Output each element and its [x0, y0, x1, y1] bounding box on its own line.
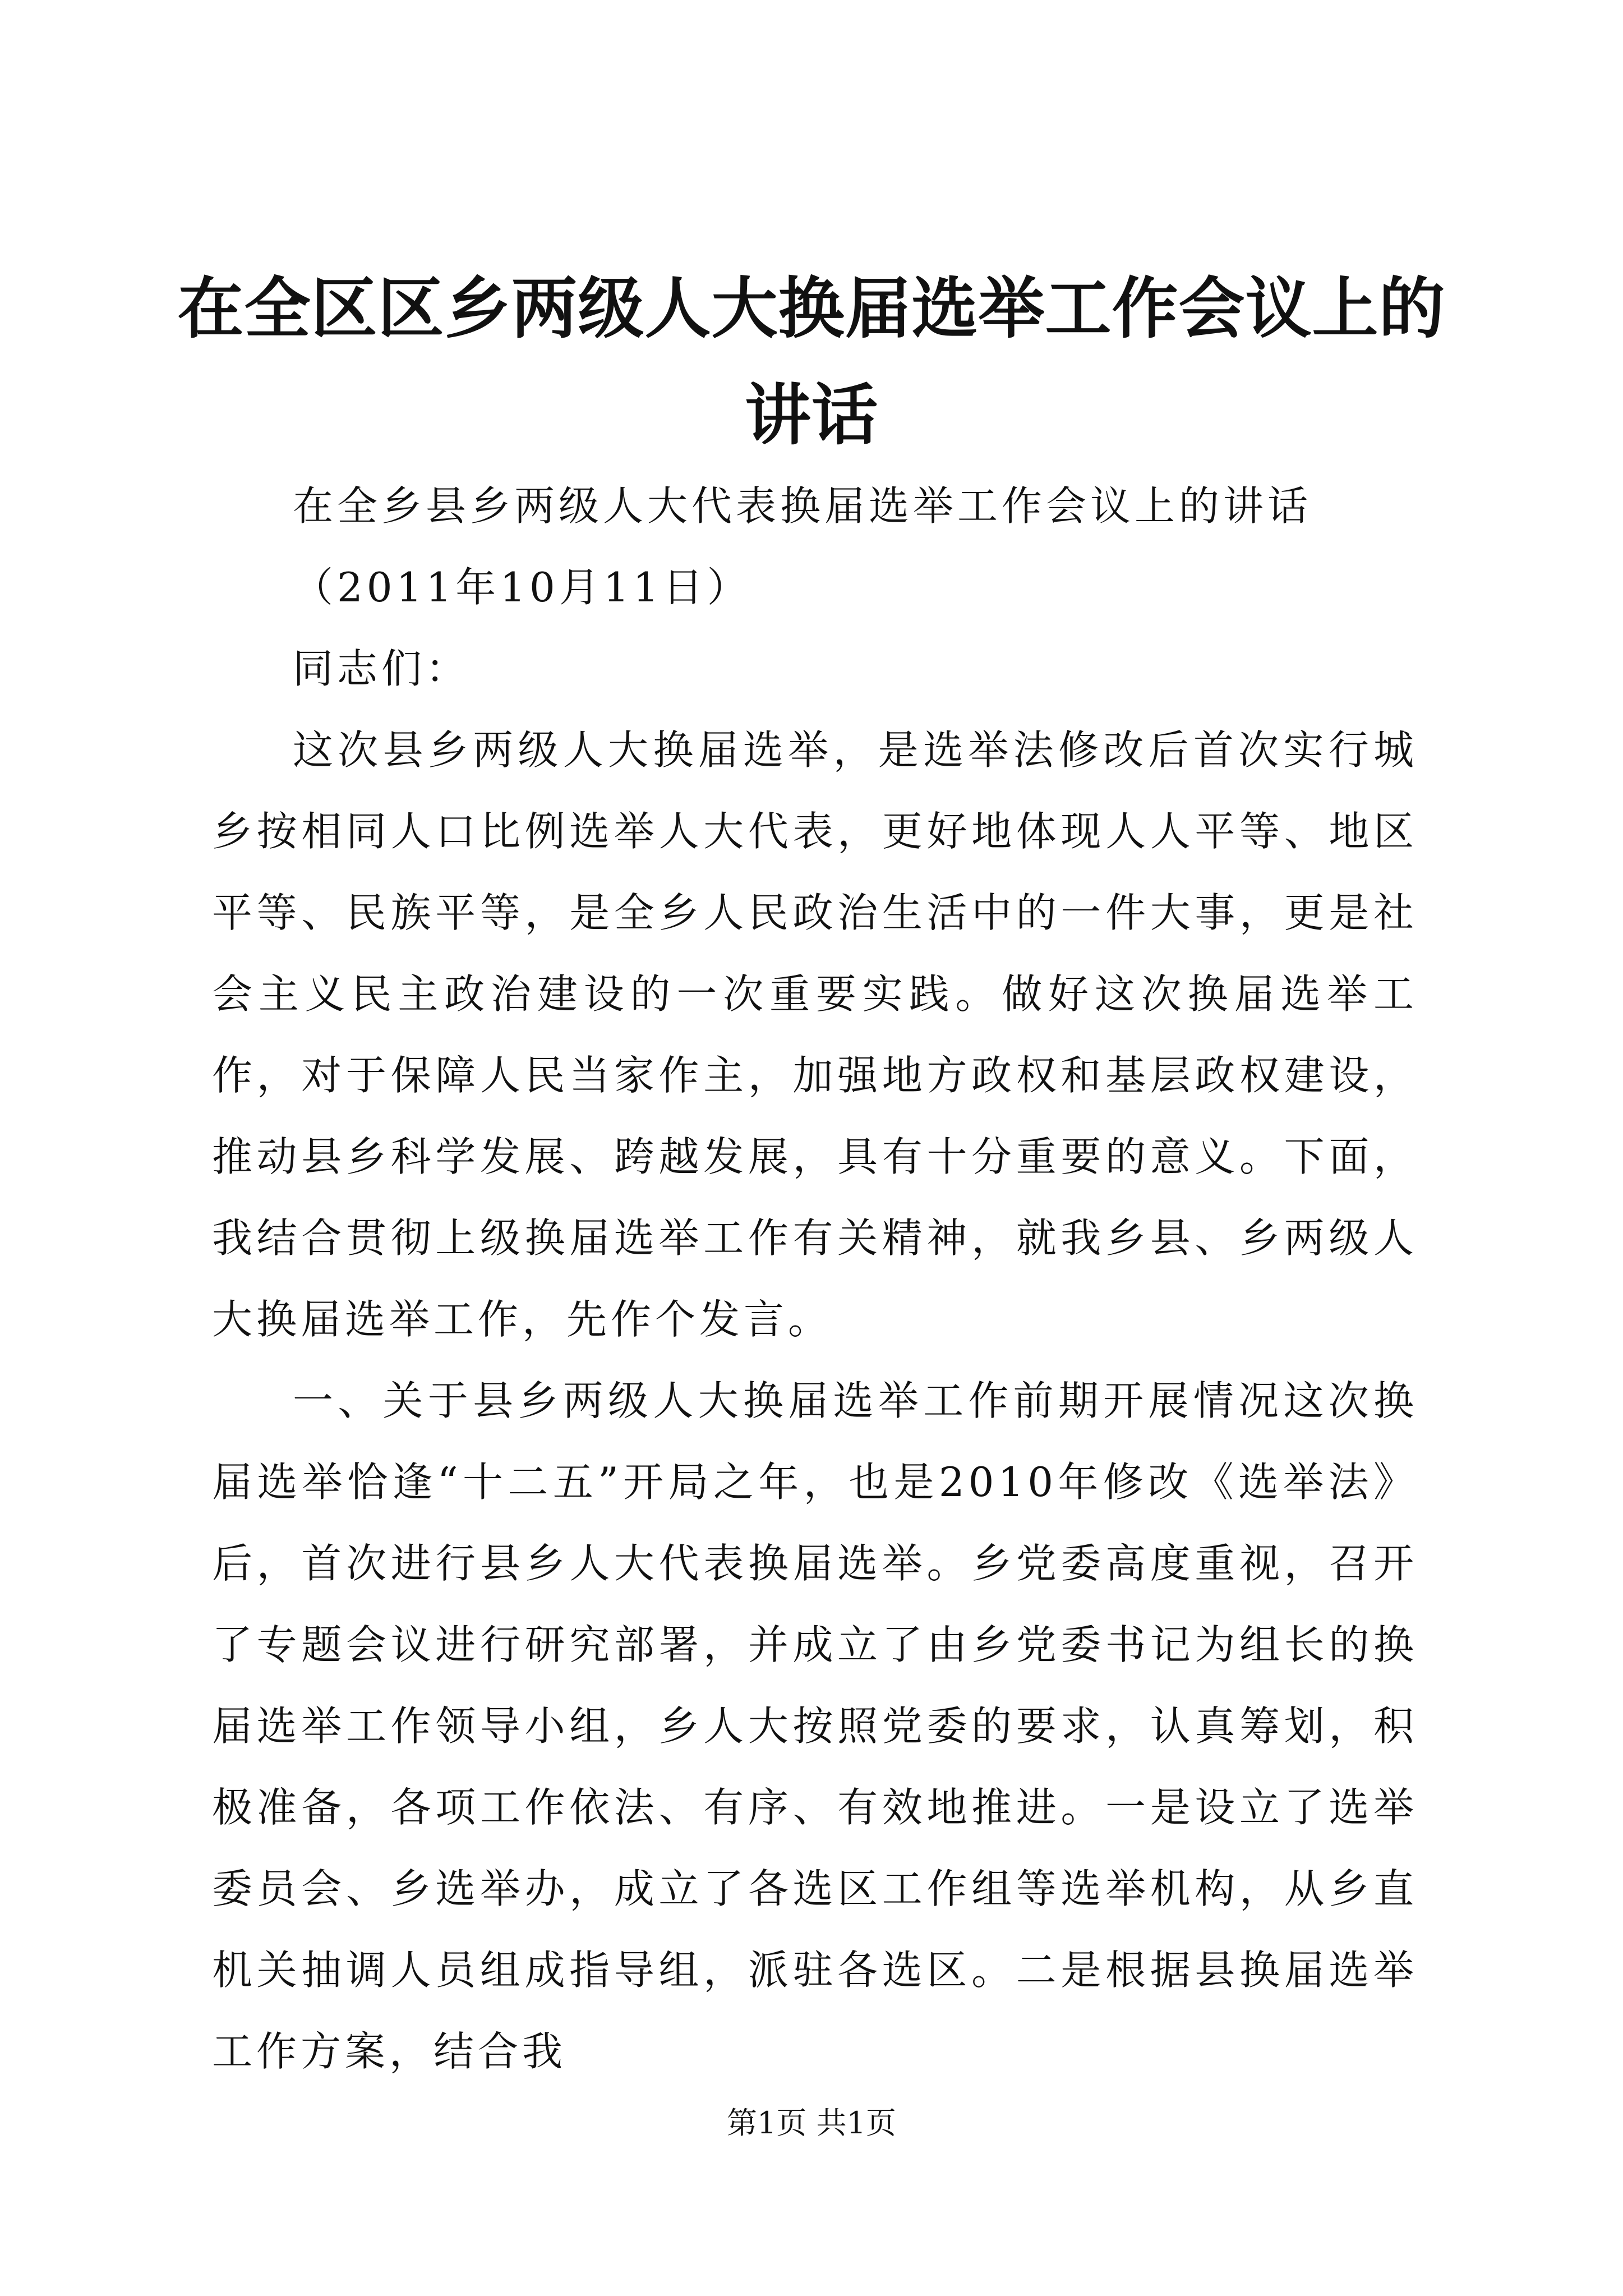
document-subtitle: 在全乡县乡两级人大代表换届选举工作会议上的讲话 — [293, 482, 1312, 530]
document-title: 在全区区乡两级人大换届选举工作会议上的讲话 — [177, 269, 1446, 454]
document-salutation: 同志们： — [293, 645, 471, 692]
document-body — [212, 466, 1418, 2092]
body-paragraph: 这次县乡两级人大换届选举，是选举法修改后首次实行城乡按相同人口比例选举人大代表，更好地体现人人平等、地区平等、民族平等，是全乡人民政治生活中的一件大事，更是社会主义民主政治建设的一次重要实践。做好这次换届选举工作，对于保障人民当家作主，加强地方政权和基层政权建设，推动县乡科学发展、跨越发展，具有十分重要的意义。下面，我结合贯彻上级换届选举工作有关精神，就我乡县、乡两级人大换届选举工作，先作个发言。 — [212, 726, 1418, 1343]
body-paragraph: 一、关于县乡两级人大换届选举工作前期开展情况这次换届选举恰逢“十二五”开局之年，也是2010年修改《选举法》后，首次进行县乡人大代表换届选举。乡党委高度重视，召开了专题会议进行研究部署，并成立了由乡党委书记为组长的换届选举工作领导小组，乡人大按照党委的要求，认真筹划，积极准备，各项工作依法、有序、有效地推进。一是设立了选举委员会、乡选举办，成立了各选区工作组等选举机构，从乡直机关抽调人员组成指导组，派驻各选区。二是根据县换届选举工作方案，结合我 — [212, 1377, 1418, 2075]
document-date: （2011年10月11日） — [293, 564, 751, 611]
page-footer: 第1页 共1页 — [727, 2105, 896, 2141]
